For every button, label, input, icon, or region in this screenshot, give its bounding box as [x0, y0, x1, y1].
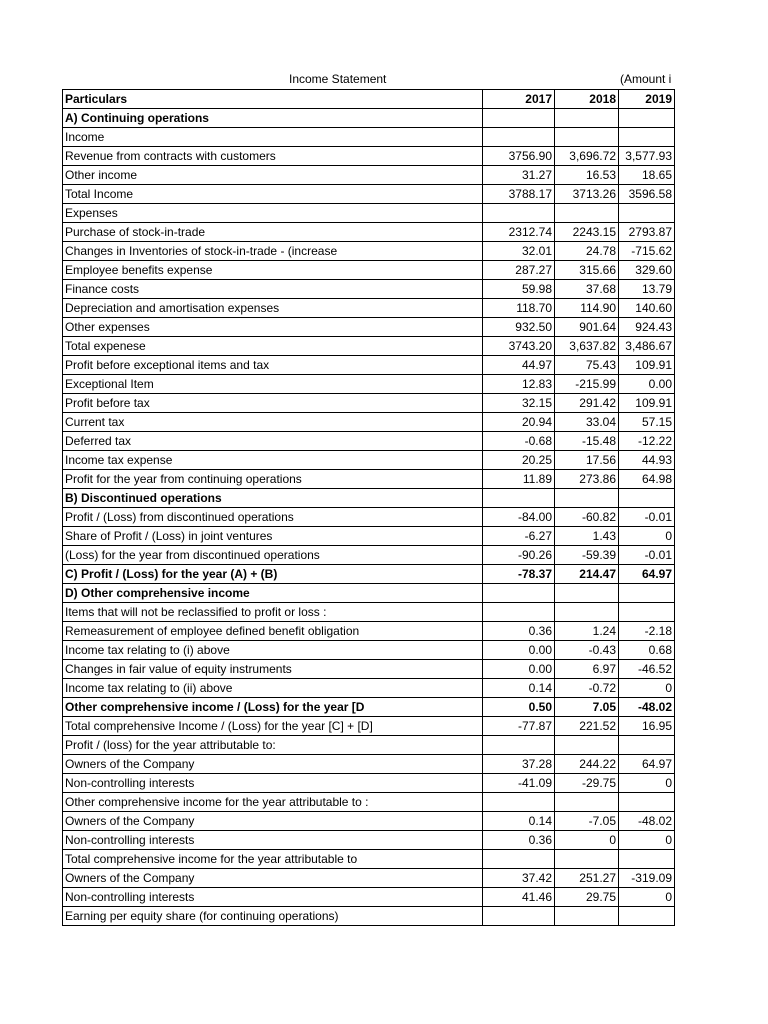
- table-row: [63, 242, 675, 261]
- value-2018-cell[interactable]: 24.78: [555, 242, 619, 261]
- value-2017-cell[interactable]: [483, 109, 555, 128]
- table-row: [63, 356, 675, 375]
- value-2017-cell[interactable]: [483, 128, 555, 147]
- value-2018-cell[interactable]: [555, 603, 619, 622]
- table-row: [63, 432, 675, 451]
- value-2019-cell[interactable]: 64.97: [619, 755, 675, 774]
- row-label-cell[interactable]: Profit / (loss) for the year attributable to:: [63, 736, 483, 755]
- value-2017-cell[interactable]: [483, 603, 555, 622]
- row-label-cell[interactable]: D) Other comprehensive income: [63, 584, 483, 603]
- value-2019-cell[interactable]: 44.93: [619, 451, 675, 470]
- value-2017-cell[interactable]: [483, 736, 555, 755]
- value-2018-cell[interactable]: [555, 736, 619, 755]
- row-label-cell[interactable]: Profit before tax: [63, 394, 483, 413]
- row-label-cell[interactable]: Income: [63, 128, 483, 147]
- value-2019-cell[interactable]: 64.98: [619, 470, 675, 489]
- row-label-cell[interactable]: Earning per equity share (for continuing operations): [63, 907, 483, 926]
- value-2017-cell[interactable]: 12.83: [483, 375, 555, 394]
- row-label-cell[interactable]: Revenue from contracts with customers: [63, 147, 483, 166]
- row-label-cell[interactable]: Changes in Inventories of stock-in-trade - (increase: [63, 242, 483, 261]
- value-2017-cell[interactable]: [483, 584, 555, 603]
- value-2017-cell[interactable]: 37.28: [483, 755, 555, 774]
- table-row: [63, 185, 675, 204]
- value-2017-cell[interactable]: 59.98: [483, 280, 555, 299]
- value-2019-cell[interactable]: -715.62: [619, 242, 675, 261]
- table-row: [63, 204, 675, 223]
- row-label-cell[interactable]: Profit for the year from continuing operations: [63, 470, 483, 489]
- value-2019-cell[interactable]: 18.65: [619, 166, 675, 185]
- row-label-cell[interactable]: Current tax: [63, 413, 483, 432]
- value-2019-cell[interactable]: 924.43: [619, 318, 675, 337]
- value-2018-cell[interactable]: [555, 489, 619, 508]
- value-2019-cell[interactable]: [619, 603, 675, 622]
- value-2019-cell[interactable]: 109.91: [619, 394, 675, 413]
- row-label-cell[interactable]: Non-controlling interests: [63, 888, 483, 907]
- value-2019-cell[interactable]: 0: [619, 888, 675, 907]
- value-2019-cell[interactable]: [619, 736, 675, 755]
- table-row: [63, 318, 675, 337]
- value-2018-cell[interactable]: 114.90: [555, 299, 619, 318]
- value-2017-cell[interactable]: -0.68: [483, 432, 555, 451]
- value-2017-cell[interactable]: 20.94: [483, 413, 555, 432]
- table-row: [63, 527, 675, 546]
- value-2018-cell[interactable]: 6.97: [555, 660, 619, 679]
- row-label-cell[interactable]: Income tax relating to (ii) above: [63, 679, 483, 698]
- value-2019-cell[interactable]: -0.01: [619, 546, 675, 565]
- value-2018-cell[interactable]: -60.82: [555, 508, 619, 527]
- value-2017-cell[interactable]: 932.50: [483, 318, 555, 337]
- value-2017-cell[interactable]: 32.15: [483, 394, 555, 413]
- value-2017-cell[interactable]: 0.50: [483, 698, 555, 717]
- value-2018-cell[interactable]: 291.42: [555, 394, 619, 413]
- value-2018-cell[interactable]: 33.04: [555, 413, 619, 432]
- value-2017-cell[interactable]: 41.46: [483, 888, 555, 907]
- value-2019-cell[interactable]: 13.79: [619, 280, 675, 299]
- value-2019-cell[interactable]: [619, 109, 675, 128]
- value-2017-cell[interactable]: 37.42: [483, 869, 555, 888]
- value-2019-cell[interactable]: 3,486.67: [619, 337, 675, 356]
- value-2018-cell[interactable]: -7.05: [555, 812, 619, 831]
- row-label-cell[interactable]: Other expenses: [63, 318, 483, 337]
- value-2018-cell[interactable]: 1.43: [555, 527, 619, 546]
- row-label-cell[interactable]: Remeasurement of employee defined benefit obligation: [63, 622, 483, 641]
- table-row: [63, 622, 675, 641]
- value-2017-cell[interactable]: -84.00: [483, 508, 555, 527]
- header-2018[interactable]: 2018: [555, 90, 619, 109]
- table-row: [63, 850, 675, 869]
- value-2017-cell[interactable]: 3788.17: [483, 185, 555, 204]
- value-2019-cell[interactable]: 0: [619, 831, 675, 850]
- value-2017-cell[interactable]: 3743.20: [483, 337, 555, 356]
- value-2018-cell[interactable]: 3,696.72: [555, 147, 619, 166]
- table-row: [63, 470, 675, 489]
- value-2019-cell[interactable]: -48.02: [619, 698, 675, 717]
- row-label-cell[interactable]: Items that will not be reclassified to profit or loss :: [63, 603, 483, 622]
- table-row: [63, 584, 675, 603]
- value-2017-cell[interactable]: [483, 907, 555, 926]
- row-label-cell[interactable]: Profit / (Loss) from discontinued operations: [63, 508, 483, 527]
- table-header-row: [63, 90, 675, 109]
- value-2019-cell[interactable]: -46.52: [619, 660, 675, 679]
- table-row: [63, 793, 675, 812]
- table-row: [63, 755, 675, 774]
- row-label-cell[interactable]: Share of Profit / (Loss) in joint ventures: [63, 527, 483, 546]
- value-2017-cell[interactable]: [483, 793, 555, 812]
- table-row: [63, 261, 675, 280]
- value-2019-cell[interactable]: -48.02: [619, 812, 675, 831]
- value-2019-cell[interactable]: [619, 850, 675, 869]
- table-row: [63, 679, 675, 698]
- table-row: [63, 147, 675, 166]
- table-row: [63, 736, 675, 755]
- amount-unit-note: (Amount i: [620, 72, 672, 86]
- value-2017-cell[interactable]: [483, 489, 555, 508]
- table-row: [63, 109, 675, 128]
- value-2018-cell[interactable]: [555, 109, 619, 128]
- value-2017-cell[interactable]: 20.25: [483, 451, 555, 470]
- header-2019[interactable]: 2019: [619, 90, 675, 109]
- row-label-cell[interactable]: Depreciation and amortisation expenses: [63, 299, 483, 318]
- table-row: [63, 812, 675, 831]
- row-label-cell[interactable]: Other comprehensive income / (Loss) for the year [D: [63, 698, 483, 717]
- value-2019-cell[interactable]: 3,577.93: [619, 147, 675, 166]
- value-2017-cell[interactable]: -77.87: [483, 717, 555, 736]
- table-row: [63, 698, 675, 717]
- table-row: [63, 774, 675, 793]
- value-2018-cell[interactable]: [555, 204, 619, 223]
- income-statement-table: [62, 89, 675, 926]
- value-2018-cell[interactable]: 3713.26: [555, 185, 619, 204]
- value-2019-cell[interactable]: 0.00: [619, 375, 675, 394]
- row-label-cell[interactable]: Deferred tax: [63, 432, 483, 451]
- value-2019-cell[interactable]: 0: [619, 679, 675, 698]
- row-label-cell[interactable]: Finance costs: [63, 280, 483, 299]
- value-2018-cell[interactable]: 2243.15: [555, 223, 619, 242]
- value-2017-cell[interactable]: 44.97: [483, 356, 555, 375]
- row-label-cell[interactable]: Profit before exceptional items and tax: [63, 356, 483, 375]
- value-2017-cell[interactable]: 0.14: [483, 812, 555, 831]
- table-row: [63, 907, 675, 926]
- row-label-cell[interactable]: Expenses: [63, 204, 483, 223]
- table-row: [63, 831, 675, 850]
- table-row: [63, 413, 675, 432]
- table-row: [63, 375, 675, 394]
- value-2019-cell[interactable]: [619, 489, 675, 508]
- table-row: [63, 489, 675, 508]
- header-particulars[interactable]: Particulars: [63, 90, 483, 109]
- table-row: [63, 166, 675, 185]
- row-label-cell[interactable]: Changes in fair value of equity instruments: [63, 660, 483, 679]
- table-row: [63, 869, 675, 888]
- value-2018-cell[interactable]: [555, 128, 619, 147]
- row-label-cell[interactable]: Owners of the Company: [63, 869, 483, 888]
- value-2017-cell[interactable]: 31.27: [483, 166, 555, 185]
- value-2019-cell[interactable]: 2793.87: [619, 223, 675, 242]
- row-label-cell[interactable]: Total Income: [63, 185, 483, 204]
- row-label-cell[interactable]: Non-controlling interests: [63, 831, 483, 850]
- value-2018-cell[interactable]: 0: [555, 831, 619, 850]
- table-row: [63, 280, 675, 299]
- table-row: [63, 337, 675, 356]
- row-label-cell[interactable]: A) Continuing operations: [63, 109, 483, 128]
- value-2018-cell[interactable]: -59.39: [555, 546, 619, 565]
- row-label-cell[interactable]: Other comprehensive income for the year attributable to :: [63, 793, 483, 812]
- value-2019-cell[interactable]: 0.68: [619, 641, 675, 660]
- table-row: [63, 888, 675, 907]
- value-2018-cell[interactable]: -0.72: [555, 679, 619, 698]
- row-label-cell[interactable]: C) Profit / (Loss) for the year (A) + (B): [63, 565, 483, 584]
- table-row: [63, 546, 675, 565]
- value-2017-cell[interactable]: 2312.74: [483, 223, 555, 242]
- table-row: [63, 223, 675, 242]
- row-label-cell[interactable]: Total expenese: [63, 337, 483, 356]
- row-label-cell[interactable]: Employee benefits expense: [63, 261, 483, 280]
- row-label-cell[interactable]: Exceptional Item: [63, 375, 483, 394]
- value-2018-cell[interactable]: 3,637.82: [555, 337, 619, 356]
- value-2017-cell[interactable]: 32.01: [483, 242, 555, 261]
- value-2018-cell[interactable]: 214.47: [555, 565, 619, 584]
- value-2017-cell[interactable]: -41.09: [483, 774, 555, 793]
- row-label-cell[interactable]: B) Discontinued operations: [63, 489, 483, 508]
- value-2018-cell[interactable]: [555, 850, 619, 869]
- value-2018-cell[interactable]: 29.75: [555, 888, 619, 907]
- table-row: [63, 603, 675, 622]
- value-2018-cell[interactable]: -0.43: [555, 641, 619, 660]
- row-label-cell[interactable]: Purchase of stock-in-trade: [63, 223, 483, 242]
- row-label-cell[interactable]: Non-controlling interests: [63, 774, 483, 793]
- value-2019-cell[interactable]: 109.91: [619, 356, 675, 375]
- value-2017-cell[interactable]: -6.27: [483, 527, 555, 546]
- statement-title: Income Statement: [289, 72, 387, 86]
- value-2019-cell[interactable]: 329.60: [619, 261, 675, 280]
- value-2018-cell[interactable]: 315.66: [555, 261, 619, 280]
- table-row: [63, 660, 675, 679]
- value-2017-cell[interactable]: [483, 204, 555, 223]
- value-2019-cell[interactable]: -319.09: [619, 869, 675, 888]
- value-2019-cell[interactable]: -12.22: [619, 432, 675, 451]
- row-label-cell[interactable]: Other income: [63, 166, 483, 185]
- value-2018-cell[interactable]: 7.05: [555, 698, 619, 717]
- value-2018-cell[interactable]: [555, 584, 619, 603]
- value-2018-cell[interactable]: -15.48: [555, 432, 619, 451]
- value-2018-cell[interactable]: 251.27: [555, 869, 619, 888]
- row-label-cell[interactable]: Income tax relating to (i) above: [63, 641, 483, 660]
- value-2017-cell[interactable]: 3756.90: [483, 147, 555, 166]
- table-row: [63, 641, 675, 660]
- table-row: [63, 299, 675, 318]
- value-2019-cell[interactable]: 64.97: [619, 565, 675, 584]
- value-2018-cell[interactable]: [555, 907, 619, 926]
- value-2018-cell[interactable]: -215.99: [555, 375, 619, 394]
- table-row: [63, 451, 675, 470]
- value-2019-cell[interactable]: 57.15: [619, 413, 675, 432]
- value-2019-cell[interactable]: [619, 584, 675, 603]
- value-2019-cell[interactable]: 140.60: [619, 299, 675, 318]
- value-2017-cell[interactable]: -90.26: [483, 546, 555, 565]
- value-2018-cell[interactable]: 221.52: [555, 717, 619, 736]
- row-label-cell[interactable]: Total comprehensive income for the year attributable to: [63, 850, 483, 869]
- row-label-cell[interactable]: Total comprehensive Income / (Loss) for the year [C] + [D]: [63, 717, 483, 736]
- value-2019-cell[interactable]: 16.95: [619, 717, 675, 736]
- table-row: [63, 508, 675, 527]
- value-2018-cell[interactable]: 901.64: [555, 318, 619, 337]
- value-2018-cell[interactable]: 244.22: [555, 755, 619, 774]
- value-2017-cell[interactable]: -78.37: [483, 565, 555, 584]
- table-row: [63, 128, 675, 147]
- value-2019-cell[interactable]: -2.18: [619, 622, 675, 641]
- value-2018-cell[interactable]: 273.86: [555, 470, 619, 489]
- value-2017-cell[interactable]: 0.00: [483, 641, 555, 660]
- row-label-cell[interactable]: (Loss) for the year from discontinued operations: [63, 546, 483, 565]
- row-label-cell[interactable]: Income tax expense: [63, 451, 483, 470]
- value-2019-cell[interactable]: 3596.58: [619, 185, 675, 204]
- value-2017-cell[interactable]: [483, 850, 555, 869]
- value-2017-cell[interactable]: 287.27: [483, 261, 555, 280]
- value-2018-cell[interactable]: [555, 793, 619, 812]
- value-2019-cell[interactable]: [619, 204, 675, 223]
- table-row: [63, 394, 675, 413]
- value-2018-cell[interactable]: 37.68: [555, 280, 619, 299]
- value-2017-cell[interactable]: 11.89: [483, 470, 555, 489]
- value-2017-cell[interactable]: 0.36: [483, 831, 555, 850]
- value-2019-cell[interactable]: 0: [619, 774, 675, 793]
- row-label-cell[interactable]: Owners of the Company: [63, 812, 483, 831]
- value-2017-cell[interactable]: 118.70: [483, 299, 555, 318]
- table-row: [63, 717, 675, 736]
- value-2017-cell[interactable]: 0.00: [483, 660, 555, 679]
- value-2018-cell[interactable]: 17.56: [555, 451, 619, 470]
- value-2018-cell[interactable]: 1.24: [555, 622, 619, 641]
- header-2017[interactable]: 2017: [483, 90, 555, 109]
- value-2019-cell[interactable]: [619, 907, 675, 926]
- value-2018-cell[interactable]: 16.53: [555, 166, 619, 185]
- value-2019-cell[interactable]: [619, 128, 675, 147]
- value-2019-cell[interactable]: [619, 793, 675, 812]
- value-2018-cell[interactable]: -29.75: [555, 774, 619, 793]
- table-body: [63, 109, 675, 926]
- value-2017-cell[interactable]: 0.36: [483, 622, 555, 641]
- table-row: [63, 565, 675, 584]
- value-2017-cell[interactable]: 0.14: [483, 679, 555, 698]
- row-label-cell[interactable]: Owners of the Company: [63, 755, 483, 774]
- value-2019-cell[interactable]: 0: [619, 527, 675, 546]
- value-2018-cell[interactable]: 75.43: [555, 356, 619, 375]
- value-2019-cell[interactable]: -0.01: [619, 508, 675, 527]
